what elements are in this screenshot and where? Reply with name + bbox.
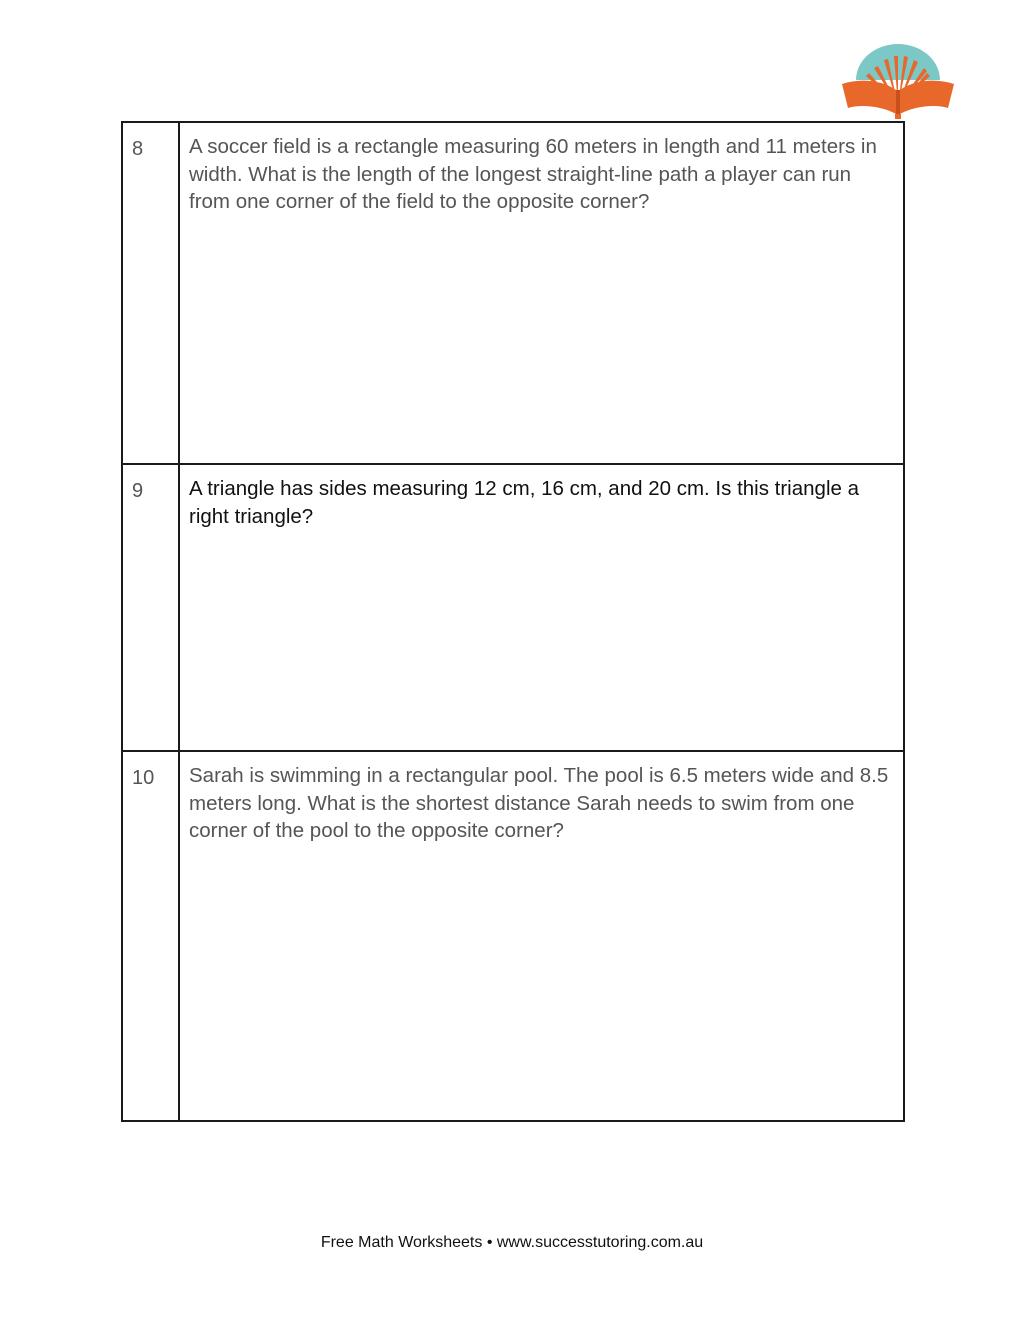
question-number-cell [122,122,179,464]
question-number: 10 [132,767,155,789]
question-answer-cell [179,464,904,751]
question-row [122,464,904,751]
question-row [122,751,904,1121]
question-text: A soccer field is a rectangle measuring 60 meters in length and 11 meters in width. What is the length of the longest straight-line path a player can run from one corner of the field to the opposite corner? [189,135,877,213]
page-footer: Free Math Worksheets • www.successtutoring.com.au [320,1234,704,1251]
question-row [122,122,904,464]
questions-table [121,121,905,1122]
open-book-sunrise-logo-icon [838,44,958,120]
question-text: A triangle has sides measuring 12 cm, 16 cm, and 20 cm. Is this triangle a right triangle? [189,477,859,528]
question-number: 8 [132,138,144,160]
question-text: Sarah is swimming in a rectangular pool. The pool is 6.5 meters wide and 8.5 meters long. What is the shortest distance Sarah needs to swim from one corner of the pool to the opposite corner? [189,764,889,842]
question-number-cell [122,751,179,1121]
question-number-cell [122,464,179,751]
question-answer-cell [179,751,904,1121]
question-answer-cell [179,122,904,464]
question-number: 9 [132,480,144,502]
